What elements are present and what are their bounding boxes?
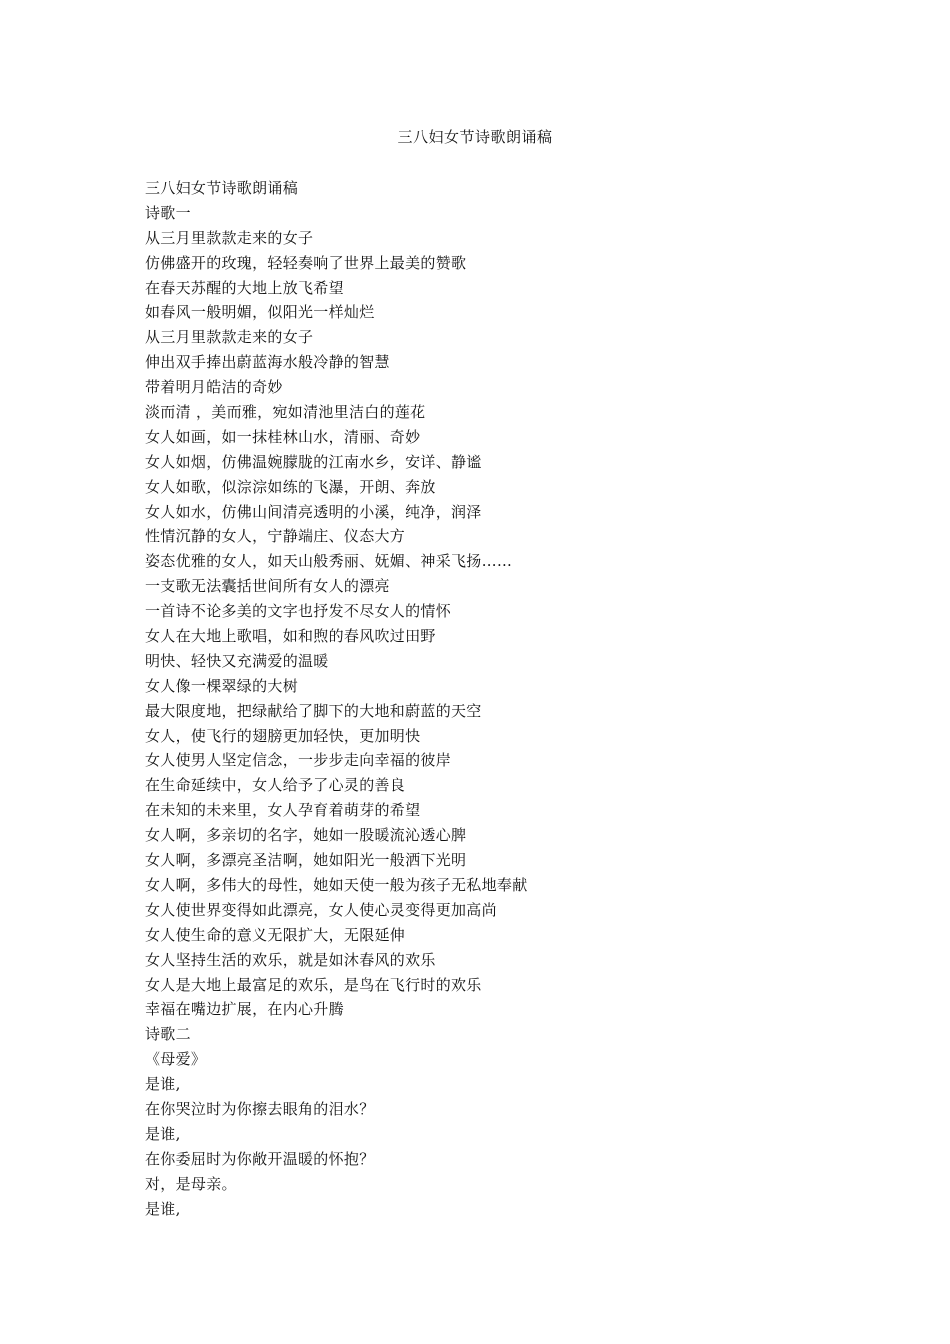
text-line: 诗歌二	[145, 1025, 191, 1044]
text-line: 最大限度地，把绿献给了脚下的大地和蔚蓝的天空	[145, 701, 482, 720]
text-line: 仿佛盛开的玫瑰，轻轻奏响了世界上最美的赞歌	[145, 253, 467, 272]
text-line: 《母爱》	[145, 1050, 207, 1069]
text-line: 女人在大地上歌唱，如和煦的春风吹过田野	[145, 627, 436, 646]
text-line: 女人坚持生活的欢乐，就是如沐春风的欢乐	[145, 950, 436, 969]
text-line: 带着明月皓洁的奇妙	[145, 378, 283, 397]
text-line: 从三月里款款走来的女子	[145, 328, 314, 347]
text-line: 在未知的未来里，女人孕育着萌芽的希望	[145, 801, 421, 820]
text-line: 女人使世界变得如此漂亮，女人使心灵变得更加高尚	[145, 900, 497, 919]
text-line: 女人，使飞行的翅膀更加轻快，更加明快	[145, 726, 421, 745]
text-line: 从三月里款款走来的女子	[145, 228, 314, 247]
text-line: 女人是大地上最富足的欢乐，是鸟在飞行时的欢乐	[145, 975, 482, 994]
text-line: 三八妇女节诗歌朗诵稿	[145, 179, 299, 197]
text-line: 在你哭泣时为你擦去眼角的泪水？	[145, 1099, 375, 1118]
document-body	[145, 176, 865, 1221]
text-line: 一支歌无法囊括世间所有女人的漂亮	[145, 577, 390, 596]
text-line: 在生命延续中，女人给予了心灵的善良	[145, 776, 406, 795]
text-line: 是谁,	[145, 1199, 181, 1218]
text-line: 女人啊，多伟大的母性，她如天使一般为孩子无私地奉献	[145, 875, 528, 894]
text-line: 姿态优雅的女人，如天山般秀丽、妩媚、神采飞扬……	[145, 552, 513, 571]
text-line: 女人如歌，似淙淙如练的飞瀑，开朗、奔放	[145, 477, 436, 496]
text-line: 幸福在嘴边扩展，在内心升腾	[145, 1000, 344, 1019]
text-line: 女人如水，仿佛山间清亮透明的小溪，纯净，润泽	[145, 502, 482, 521]
text-line: 是谁,	[145, 1075, 181, 1094]
text-line: 是谁,	[145, 1124, 181, 1143]
text-line: 女人使男人坚定信念，一步步走向幸福的彼岸	[145, 751, 452, 770]
document-title: 三八妇女节诗歌朗诵稿	[397, 128, 553, 146]
text-line: 女人啊，多漂亮圣洁啊，她如阳光一般洒下光明	[145, 851, 467, 870]
text-line: 淡而清 ，美而雅，宛如清池里洁白的莲花	[145, 403, 426, 422]
text-line: 伸出双手捧出蔚蓝海水般冷静的智慧	[145, 353, 390, 372]
text-line: 女人如画，如一抹桂林山水，清丽、奇妙	[145, 427, 421, 446]
text-line: 一首诗不论多美的文字也抒发不尽女人的情怀	[145, 602, 452, 621]
text-line: 女人如烟，仿佛温婉朦胧的江南水乡，安详、静谧	[145, 452, 482, 471]
text-line: 在春天苏醒的大地上放飞希望	[145, 278, 344, 297]
text-line: 女人啊，多亲切的名字，她如一股暖流沁透心脾	[145, 826, 467, 845]
text-line: 女人像一棵翠绿的大树	[145, 676, 299, 695]
text-line: 对，是母亲。	[145, 1174, 237, 1193]
text-line: 诗歌一	[145, 203, 191, 222]
text-line: 在你委屈时为你敞开温暖的怀抱？	[145, 1149, 375, 1168]
text-line: 性情沉静的女人，宁静端庄、仪态大方	[145, 527, 406, 546]
text-line: 女人使生命的意义无限扩大，无限延伸	[145, 925, 406, 944]
text-line: 如春风一般明媚，似阳光一样灿烂	[145, 303, 375, 322]
text-line: 明快、轻快又充满爱的温暖	[145, 651, 329, 670]
